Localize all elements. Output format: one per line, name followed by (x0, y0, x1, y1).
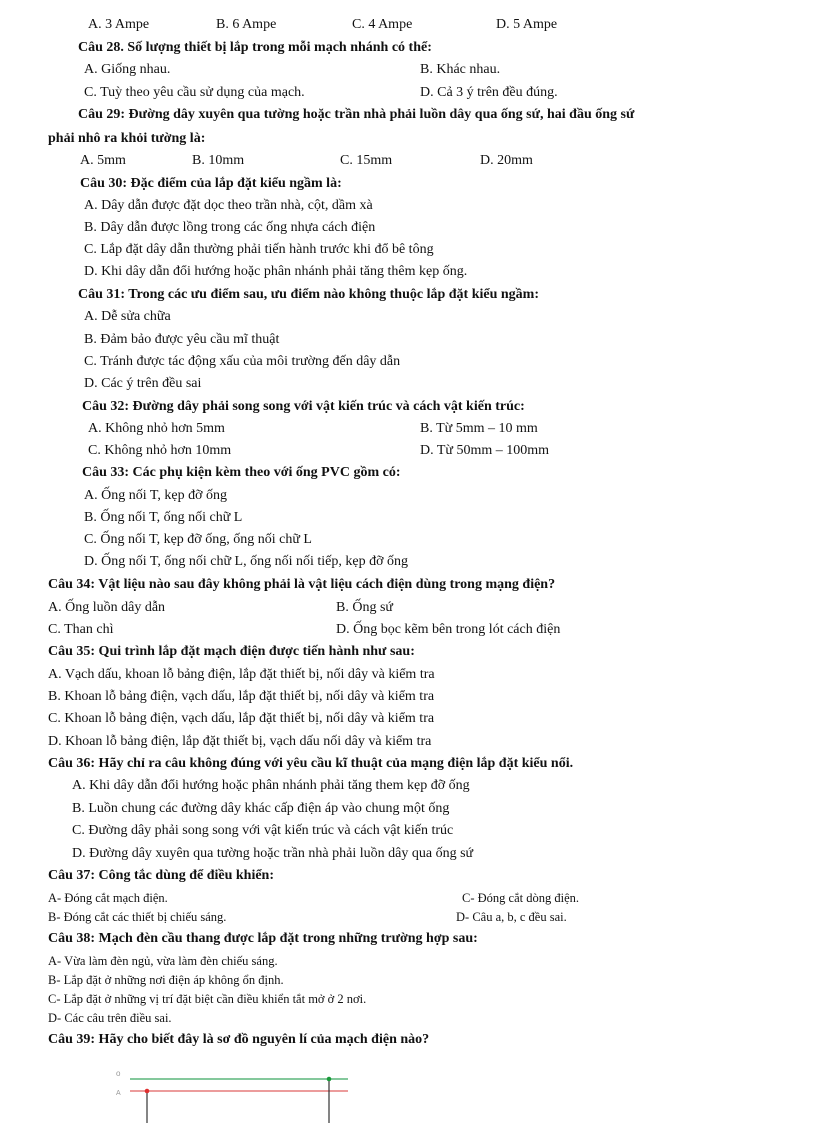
q31-option-b: B. Đảm bảo được yêu cầu mĩ thuật (84, 332, 280, 347)
q30-option-b: B. Dây dẫn được lồng trong các ống nhựa cách điện (84, 220, 376, 235)
q32-option-d: D. Từ 50mm – 100mm (420, 443, 550, 458)
q38-option-c: C- Lắp đặt ở những vị trí đặt biệt cần điều khiển tắt mở ở 2 nơi. (48, 992, 367, 1006)
q28-option-b: B. Khác nhau. (420, 62, 501, 77)
q38-title: Câu 38: Mạch đèn cầu thang được lắp đặt trong những trường hợp sau: (48, 931, 478, 946)
q37-option-c: C- Đóng cắt dòng điện. (462, 891, 579, 905)
q34-option-b: B. Ống sứ (336, 600, 393, 615)
diagram-junction-dot (145, 1089, 150, 1094)
q31-option-d: D. Các ý trên đều sai (84, 376, 202, 391)
q38-option-a: A- Vừa làm đèn ngủ, vừa làm đèn chiếu sáng. (48, 954, 278, 968)
q27-option-c: C. 4 Ampe (352, 17, 413, 32)
q32-title: Câu 32: Đường dây phải song song với vật kiến trúc và cách vật kiến trúc: (82, 399, 525, 414)
q29-option-a: A. 5mm (80, 153, 126, 168)
diagram-junction-dot (327, 1077, 332, 1082)
q37-option-d: D- Câu a, b, c đều sai. (456, 910, 567, 924)
q34-title: Câu 34: Vật liệu nào sau đây không phải là vật liệu cách điện dùng trong mạng điện? (48, 577, 556, 592)
q32-option-c: C. Không nhỏ hơn 10mm (88, 443, 232, 458)
q35-option-b: B. Khoan lỗ bảng điện, vạch dấu, lắp đặt thiết bị, nối dây và kiểm tra (48, 689, 435, 704)
q36-option-d: D. Đường dây xuyên qua tường hoặc trần nhà phải luồn dây qua ống sứ (72, 846, 474, 861)
q28-title: Câu 28. Số lượng thiết bị lắp trong mỗi mạch nhánh có thể: (78, 40, 432, 55)
q29-option-c: C. 15mm (340, 153, 393, 168)
q36-option-c: C. Đường dây phải song song với vật kiến trúc và cách vật kiến trúc (72, 823, 454, 838)
q34-option-d: D. Ống bọc kẽm bên trong lót cách điện (336, 622, 561, 637)
q34-option-a: A. Ống luồn dây dẫn (48, 600, 166, 615)
q36-option-a: A. Khi dây dẫn đổi hướng hoặc phân nhánh phải tăng them kẹp đỡ ống (72, 778, 470, 793)
q33-option-a: A. Ống nối T, kẹp đỡ ống (84, 488, 227, 503)
q37-option-a: A- Đóng cắt mạch điện. (48, 891, 168, 905)
q37-title: Câu 37: Công tắc dùng để điều khiển: (48, 868, 274, 883)
q35-option-c: C. Khoan lỗ bảng điện, vạch dấu, lắp đặt thiết bị, nối dây và kiểm tra (48, 711, 435, 726)
circuit-diagram (110, 1068, 370, 1123)
q28-option-a: A. Giống nhau. (84, 62, 171, 77)
q31-title: Câu 31: Trong các ưu điểm sau, ưu điểm nào không thuộc lắp đặt kiểu ngầm: (78, 287, 539, 302)
q30-title: Câu 30: Đặc điểm của lắp đặt kiểu ngầm là: (80, 176, 342, 191)
q30-option-a: A. Dây dẫn được đặt dọc theo trần nhà, cột, dầm xà (84, 198, 373, 213)
q33-option-d: D. Ống nối T, ống nối chữ L, ống nối nối tiếp, kẹp đỡ ống (84, 554, 409, 569)
q31-option-c: C. Tránh được tác động xấu của môi trường đến dây dẫn (84, 354, 401, 369)
q34-option-c: C. Than chì (48, 622, 114, 637)
q35-option-d: D. Khoan lỗ bảng điện, lắp đặt thiết bị, vạch dấu nối dây và kiểm tra (48, 734, 432, 749)
q27-option-d: D. 5 Ampe (496, 17, 558, 32)
diagram-label-a: A (116, 1090, 121, 1097)
q28-option-d: D. Cả 3 ý trên đều đúng. (420, 85, 558, 100)
q38-option-b: B- Lắp đặt ở những nơi điện áp không ổn định. (48, 973, 284, 987)
q36-title: Câu 36: Hãy chỉ ra câu không đúng với yêu cầu kĩ thuật của mạng điện lắp đặt kiểu nổi. (48, 756, 574, 771)
q29-title-line1: Câu 29: Đường dây xuyên qua tường hoặc trần nhà phải luồn dây qua ống sứ, hai đầu ống sứ (78, 107, 635, 122)
q30-option-d: D. Khi dây dẫn đổi hướng hoặc phân nhánh phải tăng thêm kẹp ống. (84, 264, 468, 279)
q37-option-b: B- Đóng cắt các thiết bị chiếu sáng. (48, 910, 227, 924)
q39-title: Câu 39: Hãy cho biết đây là sơ đồ nguyên lí của mạch điện nào? (48, 1032, 430, 1047)
q31-option-a: A. Dễ sửa chữa (84, 309, 171, 324)
q29-option-b: B. 10mm (192, 153, 245, 168)
q28-option-c: C. Tuỳ theo yêu cầu sử dụng của mạch. (84, 85, 305, 100)
q33-title: Câu 33: Các phụ kiện kèm theo với ống PVC gồm có: (82, 465, 401, 480)
q38-option-d: D- Các câu trên điều sai. (48, 1011, 172, 1025)
q27-option-a: A. 3 Ampe (88, 17, 150, 32)
q32-option-a: A. Không nhỏ hơn 5mm (88, 421, 225, 436)
q27-option-b: B. 6 Ampe (216, 17, 277, 32)
q33-option-c: C. Ống nối T, kẹp đỡ ống, ống nối chữ L (84, 532, 312, 547)
q36-option-b: B. Luồn chung các đường dây khác cấp điện áp vào chung một ống (72, 801, 450, 816)
diagram-label-o: o (116, 1069, 121, 1078)
q33-option-b: B. Ống nối T, ống nối chữ L (84, 510, 243, 525)
q29-title-line2: phải nhô ra khỏi tường là: (48, 131, 206, 146)
q35-option-a: A. Vạch dấu, khoan lỗ bảng điện, lắp đặt thiết bị, nối dây và kiểm tra (48, 667, 435, 682)
q30-option-c: C. Lắp đặt dây dẫn thường phải tiến hành trước khi đổ bê tông (84, 242, 434, 257)
q32-option-b: B. Từ 5mm – 10 mm (420, 421, 538, 436)
q29-option-d: D. 20mm (480, 153, 533, 168)
q35-title: Câu 35: Qui trình lắp đặt mạch điện được tiến hành như sau: (48, 644, 415, 659)
